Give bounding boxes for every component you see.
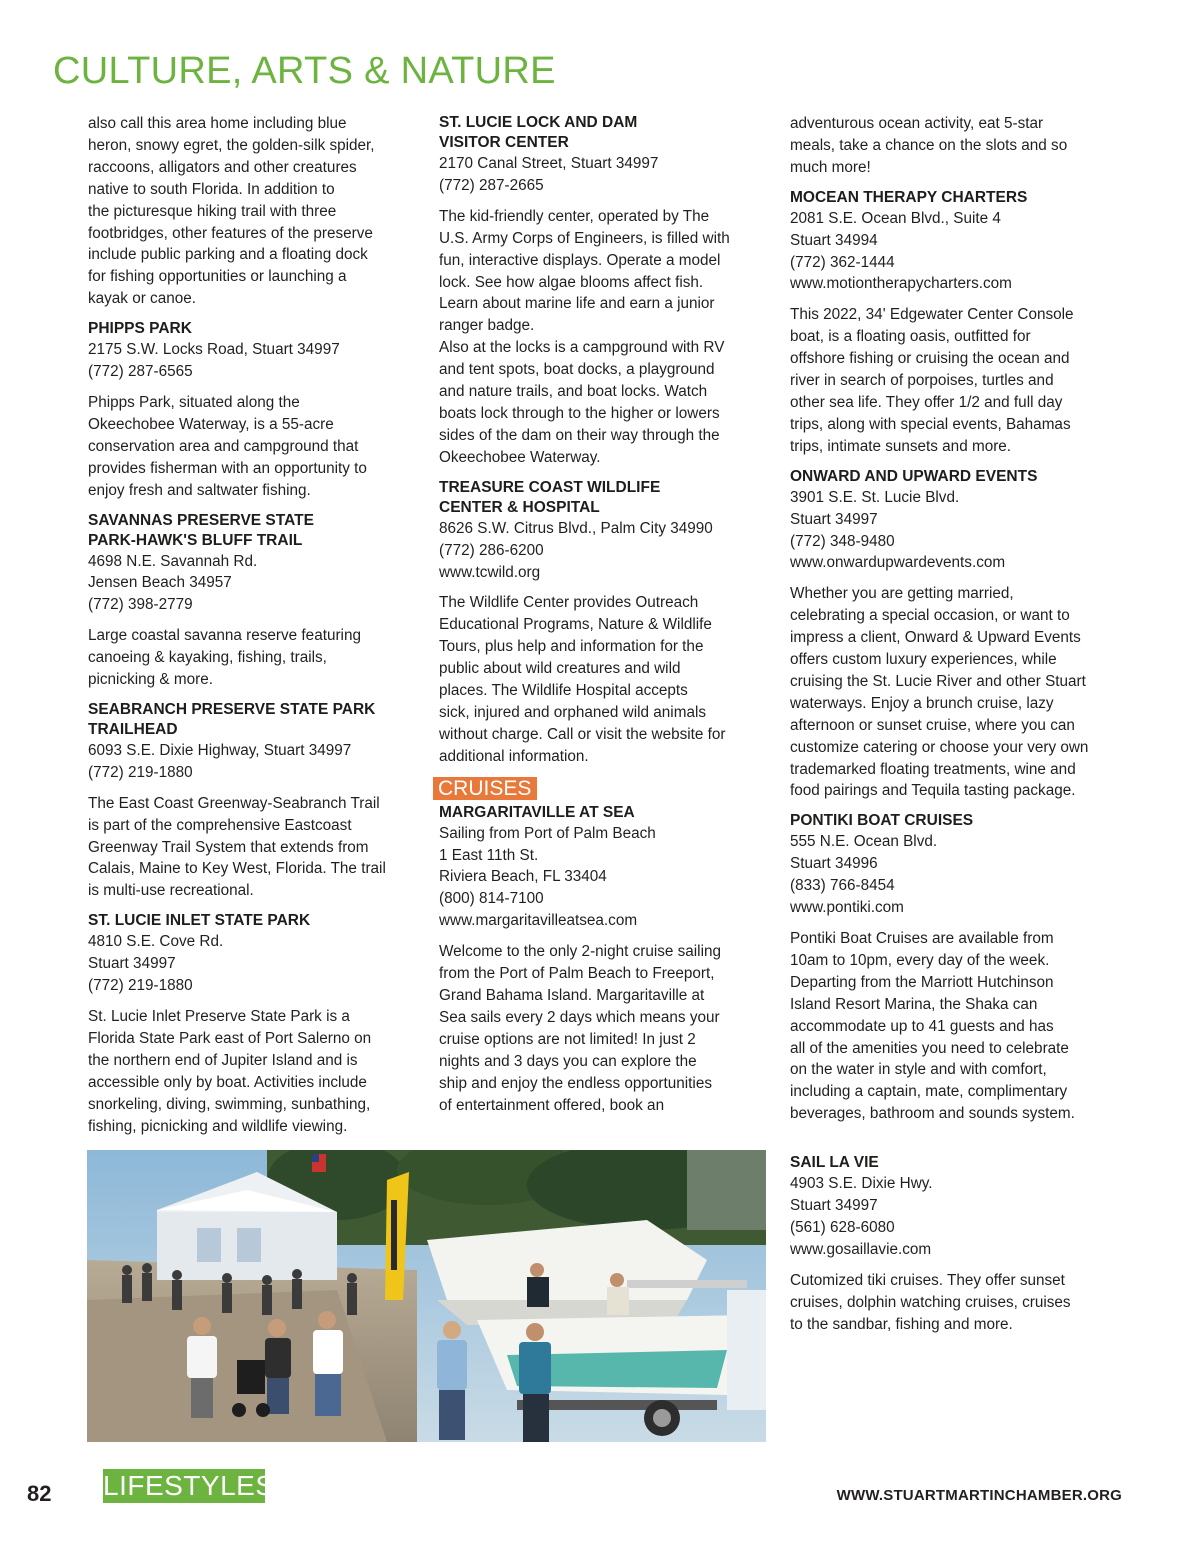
listing-pontiki	[790, 811, 1120, 1125]
listing-title: MARGARITAVILLE AT SEA	[439, 803, 635, 821]
listing-title: PONTIKI BOAT CRUISES	[790, 812, 974, 830]
listing-description: The kid-friendly center, operated by The U.S. Army Corps of Engineers, is filled with fun, interactive displays. Operate a model lock. See how algae blooms affect fish. Learn about marine life and earn a junior ranger badge. Also at the locks is a campground with RV and tent spots, boat docks, a playground and nature trails, and boat locks. Watch boats lock through to the higher or lowers sides of the dam on their way through the Okeechobee Waterway.	[439, 207, 730, 466]
listing-sail-la-vie	[790, 1153, 1120, 1335]
listing-description: The East Coast Greenway-Seabranch Trail is part of the comprehensive Eastcoast Greenway Trail System that extends from Calais, Maine to Key West, Florida. The trail is multi-use recreational.	[88, 794, 386, 900]
listing-margaritaville	[439, 803, 769, 1117]
listing-title: ONWARD AND UPWARD EVENTS	[790, 467, 1038, 485]
listing-savannas-preserve	[88, 511, 416, 691]
listing-title: MOCEAN THERAPY CHARTERS	[790, 188, 1028, 206]
listing-address: 4810 S.E. Cove Rd. Stuart 34997 (772) 219-1880	[88, 933, 224, 995]
listing-seabranch-preserve	[88, 700, 416, 902]
listing-title: ST. LUCIE INLET STATE PARK	[88, 912, 311, 930]
continued-paragraph: adventurous ocean activity, eat 5-star meals, take a chance on the slots and so much more!	[790, 115, 1068, 176]
listing-wildlife-center	[439, 478, 769, 768]
listing-description: This 2022, 34' Edgewater Center Console boat, is a floating oasis, outfitted for offshore fishing or cruising the ocean and river in search of porpoises, turtles and other sea life. They offer 1/2 and full day trips, along with special events, Bahamas trips, intimate sunsets and more.	[790, 306, 1074, 455]
intro-paragraph: also call this area home including blue heron, snowy egret, the golden-silk spider, raccoons, alligators and other creatures native to south Florida. In addition to the picturesque hiking trail with three footbridges, other features of the preserve include public parking and a floating dock for fishing opportunities or launching a kayak or canoe.	[88, 115, 375, 308]
listing-description: Cutomized tiki cruises. They offer sunset cruises, dolphin watching cruises, cruises to the sandbar, fishing and more.	[790, 1271, 1071, 1333]
listing-description: St. Lucie Inlet Preserve State Park is a Florida State Park east of Port Salerno on the northern end of Jupiter Island and is accessible only by boat. Activities include snorkeling, diving, swimming, sunbathing, fishing, picnicking and wildlife viewing.	[88, 1008, 372, 1135]
listing-title: PHIPPS PARK	[88, 320, 192, 338]
listing-address: 6093 S.E. Dixie Highway, Stuart 34997 (772) 219-1880	[88, 741, 352, 781]
cruises-heading: CRUISES	[433, 777, 537, 800]
listing-address: 4698 N.E. Savannah Rd. Jensen Beach 34957 (772) 398-2779	[88, 552, 258, 614]
listing-address: 555 N.E. Ocean Blvd. Stuart 34996 (833) 766-8454 www.pontiki.com	[790, 833, 938, 917]
listing-address: 2081 S.E. Ocean Blvd., Suite 4 Stuart 34994 (772) 362-1444 www.motiontherapycharters.com	[790, 209, 1012, 293]
page-number: 82	[27, 1481, 52, 1506]
column-left	[88, 113, 416, 1137]
column-middle	[439, 113, 769, 1116]
listing-onward-upward	[790, 467, 1120, 803]
listing-title: TREASURE COAST WILDLIFE CENTER & HOSPITAL	[439, 478, 661, 516]
listing-mocean-therapy	[790, 188, 1120, 458]
listing-title: ST. LUCIE LOCK AND DAM VISITOR CENTER	[439, 114, 638, 151]
listing-description: Large coastal savanna reserve featuring canoeing & kayaking, fishing, trails, picnicking & more.	[88, 627, 361, 689]
listing-title: SAVANNAS PRESERVE STATE PARK-HAWK'S BLUFF TRAIL	[88, 511, 314, 549]
listing-description: The Wildlife Center provides Outreach Educational Programs, Nature & Wildlife Tours, plus help and information for the public about wild creatures and wild places. The Wildlife Hospital accepts sick, injured and orphaned wild animals without charge. Call or visit the website for additional information.	[439, 594, 726, 765]
listing-address: Sailing from Port of Palm Beach 1 East 11th St. Riviera Beach, FL 33404 (800) 814-7100 www.margaritavilleatsea.com	[439, 824, 656, 930]
listing-address: 3901 S.E. St. Lucie Blvd. Stuart 34997 (772) 348-9480 www.onwardupwardevents.com	[790, 488, 1006, 572]
listing-phipps-park	[88, 319, 416, 501]
website-url: WWW.STUARTMARTINCHAMBER.ORG	[836, 1487, 1122, 1504]
listing-lock-and-dam	[439, 113, 769, 469]
column-right	[790, 113, 1120, 1336]
listing-address: 2170 Canal Street, Stuart 34997 (772) 287-2665	[439, 155, 659, 194]
cruises-heading-wrap	[439, 777, 769, 801]
listing-title: SAIL LA VIE	[790, 1154, 879, 1172]
boat-show-photo	[87, 1150, 766, 1442]
listing-title: SEABRANCH PRESERVE STATE PARK TRAILHEAD	[88, 700, 376, 738]
listing-address: 2175 S.W. Locks Road, Stuart 34997 (772) 287-6565	[88, 341, 340, 381]
listing-description: Pontiki Boat Cruises are available from 10am to 10pm, every day of the week. Departing from the Marriott Hutchinson Island Resort Marina, the Shaka can accommodate up to 41 guests and has all of the amenities you need to celebrate on the water in style and with comfort, including a captain, mate, complimentary beverages, bathroom and sounds system.	[790, 930, 1075, 1123]
magazine-brand: LIFESTYLES	[103, 1470, 275, 1501]
listing-address: 4903 S.E. Dixie Hwy. Stuart 34997 (561) 628-6080 www.gosaillavie.com	[790, 1175, 933, 1258]
section-title: CULTURE, ARTS & NATURE	[53, 50, 556, 92]
listing-st-lucie-inlet	[88, 911, 416, 1137]
listing-address: 8626 S.W. Citrus Blvd., Palm City 34990 (772) 286-6200 www.tcwild.org	[439, 519, 713, 581]
listing-description: Welcome to the only 2-night cruise sailing from the Port of Palm Beach to Freeport, Grand Bahama Island. Margaritaville at Sea sails every 2 days which means your cruise options are not limited! In just 2 nights and 3 days you can explore the ship and enjoy the endless opportunities of entertainment offered, book an	[439, 943, 721, 1114]
listing-description: Phipps Park, situated along the Okeechobee Waterway, is a 55-acre conservation area and campground that provides fisherman with an opportunity to enjoy fresh and saltwater fishing.	[88, 393, 367, 499]
listing-description: Whether you are getting married, celebrating a special occasion, or want to impress a client, Onward & Upward Events offers custom luxury experiences, while cruising the St. Lucie River and other Stuart waterways. Enjoy a brunch cruise, lazy afternoon or sunset cruise, where you can customize catering or choose your very own trademarked floating treatments, wine and food pairings and Tequila tasting package.	[790, 585, 1089, 800]
